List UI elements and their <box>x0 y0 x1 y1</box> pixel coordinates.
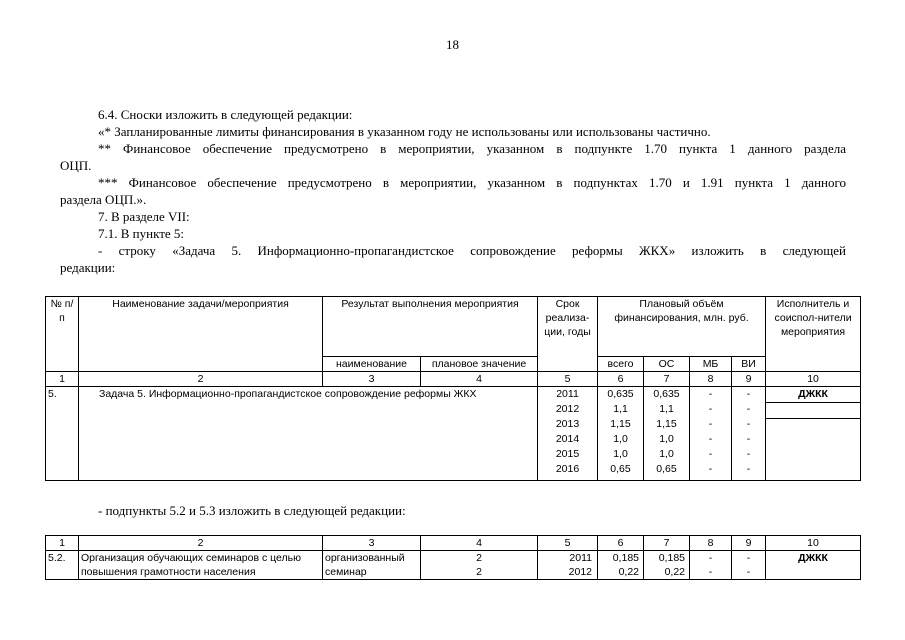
header-result: Результат выполнения мероприятия <box>323 297 538 357</box>
value: - <box>746 552 751 564</box>
value: 1,15 <box>656 418 677 430</box>
value: - <box>746 403 751 415</box>
col-number: 1 <box>46 372 79 387</box>
value: 1,15 <box>610 418 631 430</box>
year: 2014 <box>555 433 580 445</box>
value: - <box>708 448 713 460</box>
value: 0,65 <box>656 463 677 475</box>
executor-blank <box>766 403 860 419</box>
row-num: 5.2. <box>46 551 79 580</box>
value: - <box>746 566 751 578</box>
paragraph: 6.4. Сноски изложить в следующей редакции: <box>98 107 353 122</box>
col-number: 8 <box>690 536 732 551</box>
col-number: 6 <box>598 372 644 387</box>
task-name: Задача 5. Информационно-пропагандистское сопровождение реформы ЖКХ <box>79 387 538 481</box>
col-number: 9 <box>732 372 766 387</box>
value: 0,185 <box>658 552 685 564</box>
paragraph: ОЦП. <box>60 158 92 173</box>
paragraph: «* Запланированные лимиты финансирования в указанном году не использованы или использованы частично. <box>98 124 711 139</box>
mb-cell <box>690 551 732 580</box>
col-number: 4 <box>421 372 538 387</box>
value: - <box>746 433 751 445</box>
header-result-name: наименование <box>323 357 421 372</box>
col-number: 8 <box>690 372 732 387</box>
value: 1,0 <box>613 448 628 460</box>
value: - <box>708 403 713 415</box>
header-name: Наименование задачи/мероприятия <box>79 297 323 372</box>
value: 2 <box>476 552 482 564</box>
col-number: 4 <box>421 536 538 551</box>
col-number: 7 <box>644 536 690 551</box>
body-text <box>60 106 846 276</box>
col-number: 2 <box>79 536 323 551</box>
year: 2012 <box>555 403 580 415</box>
value: - <box>708 566 713 578</box>
paragraph: редакции: <box>60 260 116 275</box>
result-name: организованный семинар <box>323 551 421 580</box>
value: - <box>746 418 751 430</box>
plan-cell <box>421 551 538 580</box>
header-finance: Плановый объём финансирования, млн. руб. <box>598 297 766 357</box>
paragraph: ** Финансовое обеспечение предусмотрено в мероприятии, указанном в подпункте 1.70 пункта 1 данного раздела <box>98 141 846 156</box>
table-1 <box>45 296 861 481</box>
os-cell <box>644 387 690 481</box>
value: - <box>708 433 713 445</box>
mb-cell <box>690 387 732 481</box>
vi-cell <box>732 551 766 580</box>
col-number: 9 <box>732 536 766 551</box>
col-number: 3 <box>323 372 421 387</box>
col-number: 5 <box>538 536 598 551</box>
value: 0,185 <box>612 552 639 564</box>
value: - <box>746 448 751 460</box>
table-2 <box>45 535 861 580</box>
measure-name: Организация обучающих семинаров с целью повышения грамотности населения <box>79 551 323 580</box>
page-number: 18 <box>446 37 459 52</box>
vi-cell <box>732 387 766 481</box>
year: 2011 <box>556 388 579 400</box>
paragraph: 7. В разделе VII: <box>98 209 190 224</box>
years-cell <box>538 387 598 481</box>
header-term: Срок реализа-ции, годы <box>538 297 598 372</box>
col-number: 6 <box>598 536 644 551</box>
value: - <box>746 388 751 400</box>
value: 0,22 <box>664 566 685 578</box>
value: 0,635 <box>653 388 680 400</box>
executor: ДЖКК <box>766 551 861 580</box>
os-cell <box>644 551 690 580</box>
value: 1,0 <box>659 448 674 460</box>
paragraph: 7.1. В пункте 5: <box>98 226 185 241</box>
col-number: 10 <box>766 372 861 387</box>
tail-text: - подпункты 5.2 и 5.3 изложить в следующей редакции: <box>98 503 406 518</box>
total-cell <box>598 387 644 481</box>
value: 1,0 <box>613 433 628 445</box>
year: 2016 <box>555 463 580 475</box>
paragraph: - строку «Задача 5. Информационно-пропагандистское сопровождение реформы ЖКХ» изложить в следующей <box>98 243 846 258</box>
row-num: 5. <box>46 387 79 481</box>
paragraph: *** Финансовое обеспечение предусмотрено в мероприятии, указанном в подпунктах 1.70 и 1.91 пункта 1 данного <box>98 175 846 190</box>
header-result-plan: плановое значение <box>421 357 538 372</box>
year: 2011 <box>569 552 592 564</box>
table-row <box>46 551 861 580</box>
header-executor: Исполнитель и соиспол-нители мероприятия <box>766 297 861 372</box>
value: 0,635 <box>607 388 634 400</box>
total-cell <box>598 551 644 580</box>
value: - <box>708 388 713 400</box>
header-mb: МБ <box>690 357 732 372</box>
table-row <box>46 387 861 481</box>
header-num: № п/п <box>46 297 79 372</box>
col-number: 7 <box>644 372 690 387</box>
executor: ДЖКК <box>766 387 860 403</box>
year: 2013 <box>555 418 580 430</box>
value: - <box>708 552 713 564</box>
paragraph: раздела ОЦП.». <box>60 192 147 207</box>
value: - <box>746 463 751 475</box>
col-number: 3 <box>323 536 421 551</box>
value: 1,0 <box>659 433 674 445</box>
value: 0,22 <box>618 566 639 578</box>
value: - <box>708 418 713 430</box>
column-numbers-row <box>46 372 861 387</box>
executor-cell <box>766 387 861 481</box>
col-number: 2 <box>79 372 323 387</box>
years-cell <box>538 551 598 580</box>
header-vi: ВИ <box>732 357 766 372</box>
value: 1,1 <box>613 403 628 415</box>
col-number: 10 <box>766 536 861 551</box>
year: 2012 <box>568 566 592 578</box>
year: 2015 <box>555 448 580 460</box>
header-os: ОС <box>644 357 690 372</box>
value: - <box>708 463 713 475</box>
column-numbers-row <box>46 536 861 551</box>
value: 1,1 <box>659 403 674 415</box>
header-total: всего <box>598 357 644 372</box>
value: 0,65 <box>610 463 631 475</box>
value: 2 <box>476 566 482 578</box>
col-number: 5 <box>538 372 598 387</box>
col-number: 1 <box>46 536 79 551</box>
